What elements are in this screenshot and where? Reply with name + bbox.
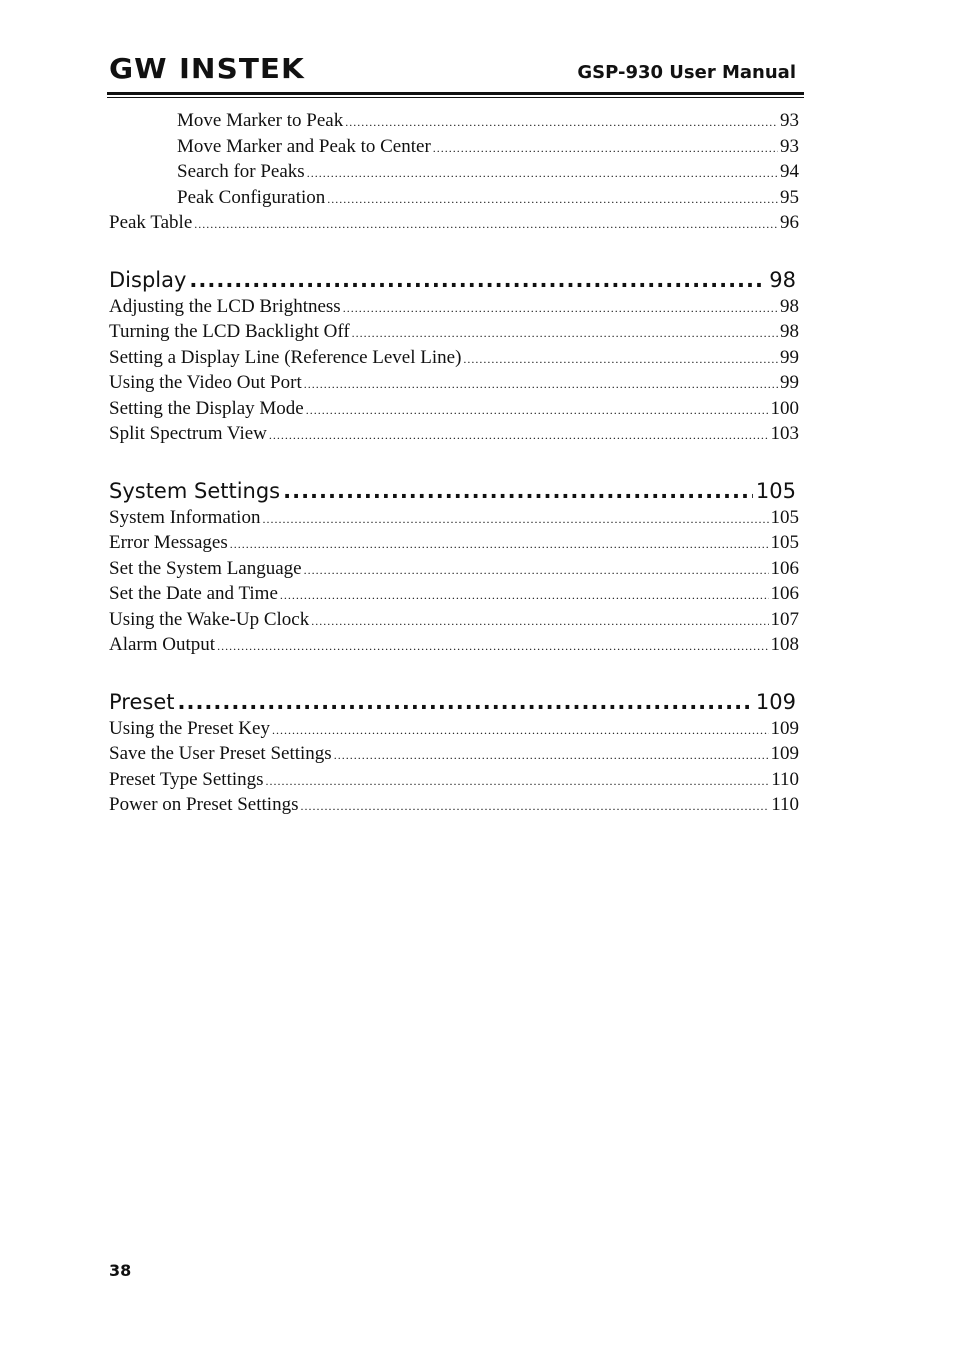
toc-entry[interactable] — [109, 108, 799, 134]
toc-entry[interactable] — [109, 632, 799, 658]
toc-entry[interactable] — [109, 370, 799, 396]
section-title: Preset — [109, 689, 175, 714]
toc-entry-label: Peak Table — [109, 212, 193, 233]
section-title: Display — [109, 267, 187, 292]
toc-entry-label: Preset Type Settings — [109, 768, 264, 790]
toc-entry-label: Search for Peaks — [177, 161, 305, 182]
toc-entry-label: Move Marker to Peak — [177, 110, 344, 131]
manual-title: GSP-930 User Manual — [577, 62, 796, 83]
table-of-contents — [109, 108, 799, 818]
toc-entry[interactable] — [109, 319, 799, 345]
toc-section-heading[interactable] — [109, 688, 796, 716]
toc-entry-page: 93 — [780, 110, 799, 131]
toc-entry[interactable] — [109, 716, 799, 742]
dot-leader — [266, 769, 770, 795]
dot-leader — [304, 558, 769, 584]
section-title: System Settings — [109, 478, 281, 503]
toc-entry[interactable] — [109, 581, 799, 607]
toc-entry-page: 98 — [780, 321, 799, 342]
toc-section-heading[interactable] — [109, 477, 796, 505]
dot-leader — [280, 583, 769, 609]
toc-entry-page: 105 — [770, 532, 799, 553]
header-rule-thick — [107, 92, 804, 95]
toc-entry-page: 99 — [780, 372, 799, 393]
toc-entry[interactable] — [109, 792, 799, 818]
dot-leader — [283, 477, 753, 505]
page-number: 38 — [109, 1261, 132, 1280]
dot-leader — [311, 609, 768, 635]
toc-entry[interactable] — [109, 294, 799, 320]
toc-entry-page: 95 — [780, 186, 799, 208]
toc-entry-label: Set the System Language — [109, 557, 302, 579]
toc-entry-page: 108 — [770, 634, 799, 655]
toc-entry-label: Error Messages — [109, 532, 228, 553]
toc-entry[interactable] — [109, 530, 799, 556]
toc-entry-page: 106 — [770, 583, 799, 604]
toc-entry-label: Save the User Preset Settings — [109, 743, 332, 764]
toc-entry-label: Using the Video Out Port — [109, 372, 302, 393]
toc-entry-page: 103 — [770, 423, 799, 444]
toc-entry-label: Power on Preset Settings — [109, 794, 299, 815]
dot-leader — [304, 372, 778, 398]
toc-entry-page: 96 — [780, 212, 799, 233]
toc-section-heading[interactable] — [109, 266, 796, 294]
toc-entry-label: Setting the Display Mode — [109, 397, 304, 419]
dot-leader — [306, 398, 769, 424]
dot-leader — [343, 296, 778, 322]
toc-entry[interactable] — [109, 396, 799, 422]
gw-instek-logo: GW INSTEK — [109, 52, 305, 85]
dot-leader — [272, 718, 769, 744]
toc-entry[interactable] — [109, 556, 799, 582]
toc-entry-label: Alarm Output — [109, 634, 216, 655]
dot-leader — [300, 794, 769, 820]
toc-entry-label: Using the Preset Key — [109, 717, 270, 739]
toc-entry[interactable] — [109, 210, 799, 236]
dot-leader — [327, 187, 778, 213]
toc-entry-page: 110 — [771, 768, 799, 790]
toc-entry[interactable] — [109, 421, 799, 447]
toc-entry-label: Peak Configuration — [177, 186, 326, 208]
dot-leader — [433, 136, 778, 162]
dot-leader — [262, 507, 768, 533]
toc-entry-page: 109 — [770, 717, 799, 739]
dot-leader — [345, 110, 778, 136]
toc-entry-page: 107 — [770, 608, 799, 630]
dot-leader — [194, 212, 778, 238]
toc-entry-page: 105 — [770, 506, 799, 528]
dot-leader — [217, 634, 768, 660]
toc-entry-page: 99 — [780, 346, 799, 368]
dot-leader — [189, 266, 766, 294]
dot-leader — [230, 532, 769, 558]
toc-entry-page: 100 — [770, 397, 799, 419]
toc-entry-page: 106 — [770, 557, 799, 579]
dot-leader — [334, 743, 769, 769]
toc-entry[interactable] — [109, 505, 799, 531]
toc-entry[interactable] — [109, 607, 799, 633]
dot-leader — [307, 161, 778, 187]
toc-entry-label: Adjusting the LCD Brightness — [109, 295, 341, 317]
toc-entry-page: 98 — [780, 295, 799, 317]
toc-entry-label: Move Marker and Peak to Center — [177, 135, 431, 157]
toc-entry-label: Turning the LCD Backlight Off — [109, 321, 350, 342]
dot-leader — [269, 423, 769, 449]
toc-entry-page: 110 — [771, 794, 799, 815]
toc-entry-page: 94 — [780, 161, 799, 182]
toc-entry-label: Using the Wake-Up Clock — [109, 608, 310, 630]
header-rule-thin — [107, 97, 804, 98]
toc-entry-page: 109 — [770, 743, 799, 764]
toc-entry-label: Split Spectrum View — [109, 423, 267, 444]
dot-leader — [352, 321, 778, 347]
page-header — [107, 52, 804, 100]
toc-entry[interactable] — [109, 345, 799, 371]
toc-entry[interactable] — [109, 185, 799, 211]
toc-entry-page: 93 — [780, 135, 799, 157]
toc-entry-label: Setting a Display Line (Reference Level Line) — [109, 346, 462, 368]
dot-leader — [463, 347, 778, 373]
section-page: 105 — [755, 478, 796, 503]
toc-entry[interactable] — [109, 741, 799, 767]
dot-leader — [177, 688, 752, 716]
toc-entry-label: Set the Date and Time — [109, 583, 278, 604]
toc-entry[interactable] — [109, 159, 799, 185]
toc-entry[interactable] — [109, 134, 799, 160]
section-page: 98 — [769, 267, 796, 292]
toc-entry-label: System Information — [109, 506, 261, 528]
section-page: 109 — [755, 689, 796, 714]
toc-entry[interactable] — [109, 767, 799, 793]
